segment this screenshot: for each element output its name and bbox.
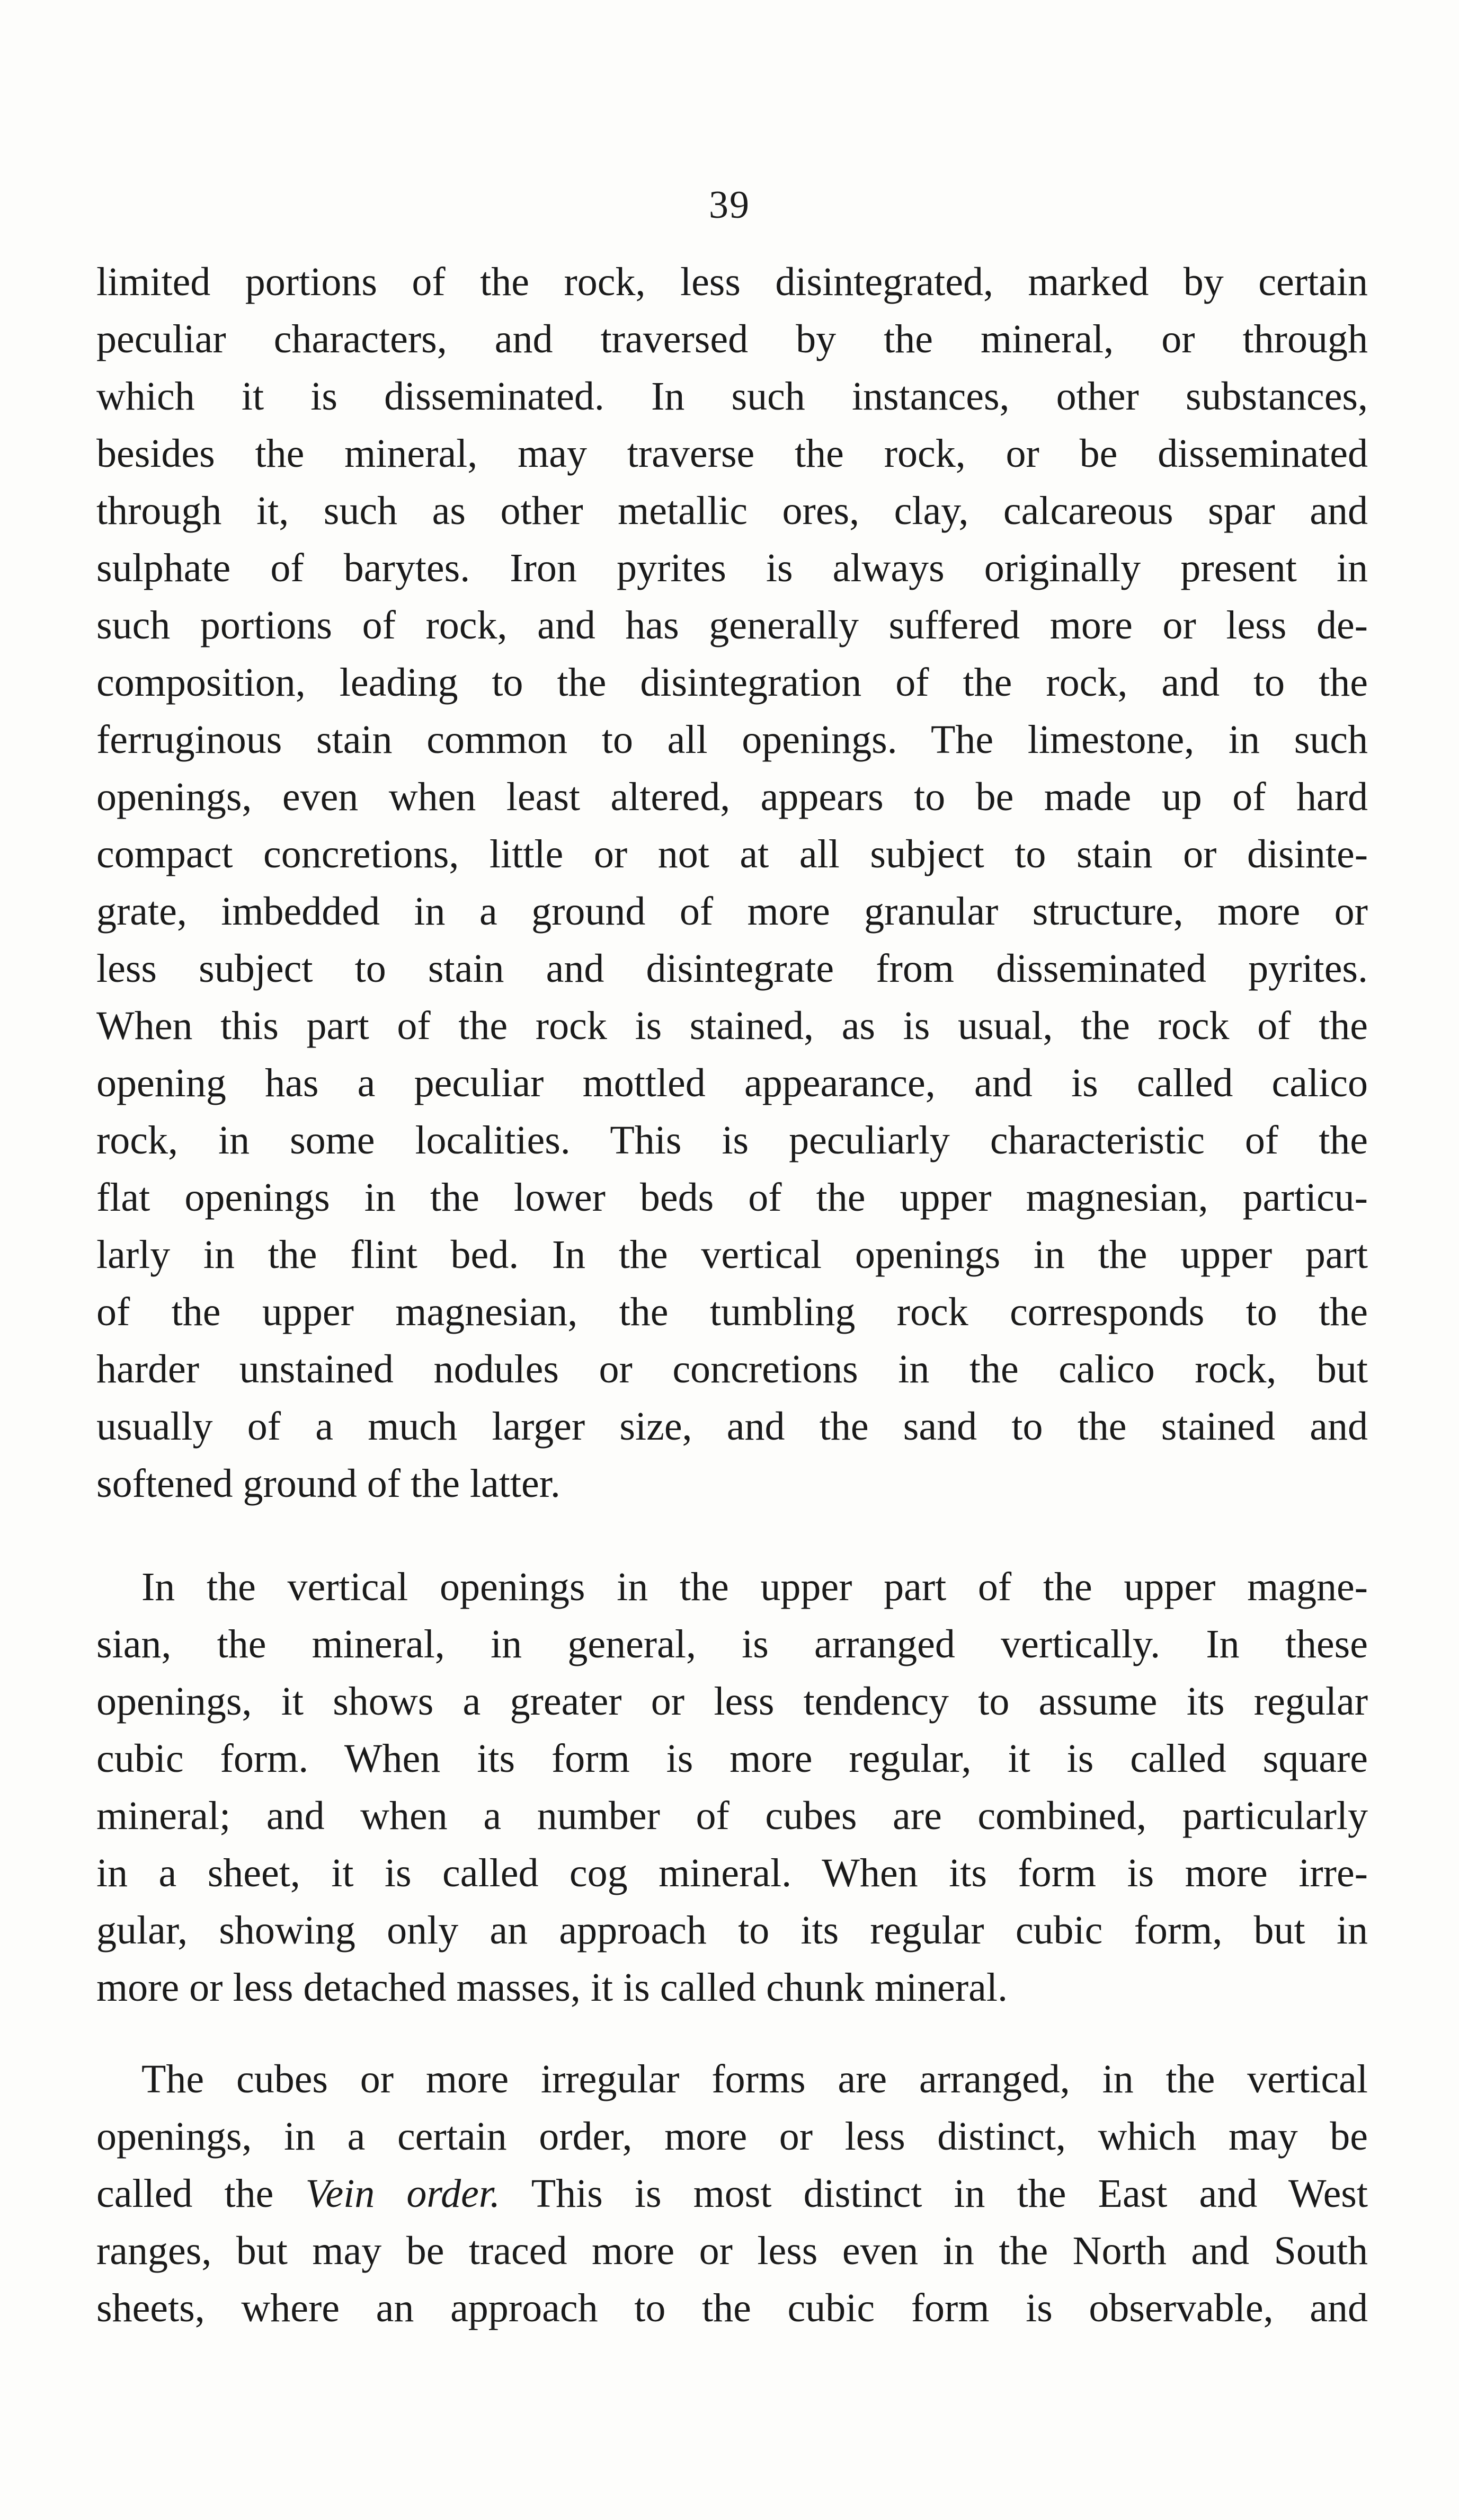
text-line: less subject to stain and disintegrate from disseminated pyrites. (96, 946, 1368, 991)
text-line: through it, such as other metallic ores, clay, calcareous spar and (96, 489, 1368, 533)
text-line: mineral; and when a number of cubes are combined, particularly (96, 1794, 1368, 1838)
text-line: such portions of rock, and has generally suffered more or less de- (96, 603, 1368, 647)
text-line: composition, leading to the disintegration of the rock, and to the (96, 660, 1368, 705)
text-line: opening has a peculiar mottled appearance, and is called calico (96, 1061, 1368, 1105)
text-line-vein-order (96, 2165, 1368, 2222)
paragraph-3 (96, 2051, 1368, 2337)
text-line: larly in the flint bed. In the vertical openings in the upper part (96, 1232, 1368, 1277)
italic-term: Vein order. (305, 2171, 501, 2216)
text-line: usually of a much larger size, and the sand to the stained and (96, 1404, 1368, 1449)
paragraph-1 (96, 253, 1368, 1512)
text-line: more or less detached masses, it is called chunk mineral. (96, 1965, 1008, 2010)
text-line: besides the mineral, may traverse the rock, or be disseminated (96, 431, 1368, 476)
text-line: gular, showing only an approach to its regular cubic form, but in (96, 1908, 1368, 1953)
text-line: sulphate of barytes. Iron pyrites is always originally present in (96, 546, 1368, 590)
text-line: of the upper magnesian, the tumbling rock corresponds to the (96, 1290, 1368, 1334)
text-line: openings, even when least altered, appears to be made up of hard (96, 775, 1368, 819)
text-line: flat openings in the lower beds of the upper magnesian, particu- (96, 1175, 1368, 1220)
page-number: 39 (709, 183, 750, 227)
text-line: In the vertical openings in the upper part of the upper magne- (141, 1565, 1368, 1609)
text-line: openings, it shows a greater or less tendency to assume its regular (96, 1679, 1368, 1724)
paragraph-2 (96, 1558, 1368, 2016)
text-line: softened ground of the latter. (96, 1461, 561, 1506)
text-line: rock, in some localities. This is peculiarly characteristic of the (96, 1118, 1368, 1163)
text-line: which it is disseminated. In such instances, other substances, (96, 374, 1368, 419)
text-line: ferruginous stain common to all openings. The limestone, in such (96, 717, 1368, 762)
text-line: sheets, where an approach to the cubic form is observable, and (96, 2286, 1368, 2330)
text-line: ranges, but may be traced more or less even in the North and South (96, 2229, 1368, 2273)
text-line: openings, in a certain order, more or less distinct, which may be (96, 2114, 1368, 2159)
text-line: limited portions of the rock, less disintegrated, marked by certain (96, 260, 1368, 304)
text-line: compact concretions, little or not at all subject to stain or disinte- (96, 832, 1368, 876)
text-line: grate, imbedded in a ground of more granular structure, more or (96, 889, 1368, 934)
text-line: peculiar characters, and traversed by the mineral, or through (96, 317, 1368, 361)
text-line: The cubes or more irregular forms are arranged, in the vertical (141, 2057, 1368, 2101)
text-line: harder unstained nodules or concretions in the calico rock, but (96, 1347, 1368, 1391)
text-line: When this part of the rock is stained, as is usual, the rock of the (96, 1004, 1368, 1048)
text-line: in a sheet, it is called cog mineral. When its form is more irre- (96, 1851, 1368, 1895)
text-line: sian, the mineral, in general, is arranged vertically. In these (96, 1622, 1368, 1666)
text-segment: called the (96, 2171, 306, 2216)
text-line: cubic form. When its form is more regular, it is called square (96, 1736, 1368, 1781)
text-segment: This is most distinct in the East and West (500, 2171, 1368, 2216)
